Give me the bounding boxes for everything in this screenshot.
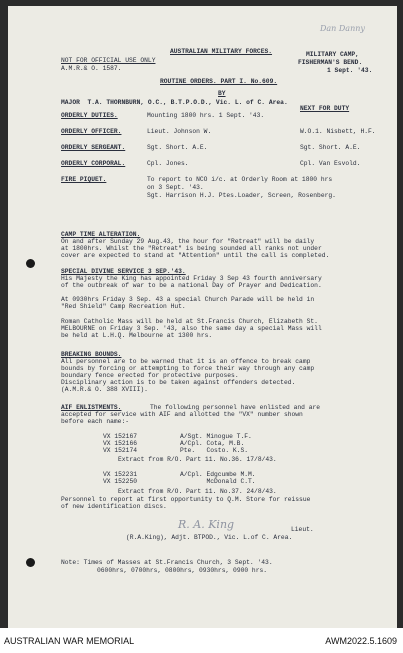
archive-reference: AWM2022.5.1609 (325, 636, 397, 646)
enlistee-name: McDonald C.T. (180, 478, 256, 485)
by-line: BY (218, 90, 226, 97)
official-use-line: NOT FOR OFFICIAL USE ONLY (61, 57, 156, 64)
next-for-duty-heading: NEXT FOR DUTY (300, 105, 350, 112)
extract-reference: Extract from R/O. Part 11. No.37. 24/8/43. (118, 488, 277, 495)
duty-current: Sgt. Short. A.E. (147, 144, 208, 151)
enlistee-name: A/Sgt. Minogue T.F. (180, 433, 252, 440)
duty-next: Sgt. Short. A.E. (300, 144, 361, 151)
duty-current: Lieut. Johnson W. (147, 128, 212, 135)
section-line: Disciplinary action is to be taken against offenders detected. (61, 379, 296, 386)
hq-line-1: MILITARY CAMP, (306, 51, 359, 58)
extract-reference: Extract from R/O. Part 11. No.36. 17/8/43. (118, 456, 277, 463)
enlistment-intro: before each name:- (61, 418, 130, 425)
section-line: bounds by forcing or attempting to force their way through any camp (61, 365, 315, 372)
section-line: All personnel are to be warned that it is an offence to break camp (61, 358, 311, 365)
document-heading: AUSTRALIAN MILITARY FORCES. (170, 48, 273, 55)
fire-piquet-line: To report to NCO i/c. at Orderly Room at 1800 hrs (147, 176, 333, 183)
duty-next: Cpl. Van Esvold. (300, 160, 361, 167)
vx-number: VX 152250 (103, 478, 138, 485)
section-line: of the outbreak of war to be a national Day of Prayer and Dedication. (61, 282, 322, 289)
hq-line-2: FISHERMAN'S BEND. (298, 59, 363, 66)
archive-name: AUSTRALIAN WAR MEMORIAL (4, 636, 135, 646)
pencil-note: Dan Danny (320, 24, 365, 33)
mass-times-note: Note: Times of Masses at St.Francis Church, 3 Sept. '43. (61, 559, 273, 566)
fire-piquet-line: Sgt. Harrison H.J. Ptes.Loader, Screen, Rosenberg. (147, 192, 336, 199)
duty-label: ORDERLY DUTIES. (61, 112, 118, 119)
section-line: His Majesty the King has appointed Friday 3 Sep 43 fourth anniversary (61, 275, 322, 282)
vx-number: VX 152231 (103, 471, 138, 478)
section-line: (A.M.R.& O. 388 XVIII). (61, 386, 148, 393)
section-line: at 1800hrs. Whilst the "Retreat" is being sounded all ranks not under (61, 245, 322, 252)
duty-next: W.O.1. Nisbett, H.F. (300, 128, 376, 135)
vx-number: VX 152167 (103, 433, 138, 440)
section-line: cover are expected to stand at "Attention" until the call is completed. (61, 252, 330, 259)
signatory-line: (R.A.King), Adjt. BTPOD., Vic. L.of C. Area. (126, 534, 293, 541)
fire-piquet-label: FIRE PIQUET. (61, 176, 107, 183)
archive-footer (0, 628, 403, 653)
fire-piquet-line: on 3 Sept. '43. (147, 184, 204, 191)
vx-number: VX 152166 (103, 440, 138, 447)
enlistment-closing: Personnel to report at first opportunity to Q.M. Store for reissue (61, 496, 311, 503)
issuing-officer: MAJOR T.A. THORNBURN, O.C., B.T.P.O.D., Vic. L. of C. Area. (61, 99, 288, 106)
section-line: be held at L.H.Q. Melbourne at 1300 hrs. (61, 332, 213, 339)
section-title: SPECIAL DIVINE SERVICE 3 SEP.'43. (61, 268, 186, 275)
section-line: On and after Sunday 29 Aug.43, the hour for "Retreat" will be daily (61, 238, 315, 245)
punch-hole-upper (26, 259, 35, 268)
punch-hole-lower (26, 558, 35, 567)
enlistee-name: A/Cpl. Edgcumbe M.M. (180, 471, 256, 478)
section-line: Roman Catholic Mass will be held at St.Francis Church, Elizabeth St. (61, 318, 318, 325)
enlistment-intro: accepted for service with AIF and allotted the "VX" number shown (61, 411, 303, 418)
duty-label: ORDERLY CORPORAL. (61, 160, 126, 167)
duty-label: ORDERLY SERGEANT. (61, 144, 126, 151)
routine-orders-title: ROUTINE ORDERS. PART I. No.609. (160, 78, 278, 85)
document-date: 1 Sept. '43. (327, 67, 373, 74)
enlistee-name: Pte. Costo. K.S. (180, 447, 249, 454)
enlistment-closing: of new identification discs. (61, 503, 167, 510)
amro-reference: A.M.R.& O. 1587. (61, 65, 122, 72)
mass-times-list: 0600hrs, 0700hrs, 0800hrs, 0930hrs, 0900 hrs. (97, 567, 268, 574)
document-page (8, 6, 397, 628)
handwritten-signature: R. A. King (178, 518, 235, 531)
section-line: "Red Shield" Camp Recreation Hut. (61, 303, 186, 310)
section-title: BREAKING BOUNDS. (61, 351, 122, 358)
enlistment-intro: The following personnel have enlisted and are (150, 404, 321, 411)
section-line: MELBOURNE on Friday 3 Sep. '43, also the same day a special Mass will (61, 325, 322, 332)
duty-current: Mounting 1800 hrs. 1 Sept. '43. (147, 112, 265, 119)
lieut-note: Lieut. (291, 526, 314, 533)
section-title: CAMP TIME ALTERATION. (61, 231, 141, 238)
section-line: boundary fence erected for protective purposes. (61, 372, 239, 379)
enlistment-title: AIF ENLISTMENTS. (61, 404, 122, 411)
enlistee-name: A/Cpl. Cota, M.B. (180, 440, 245, 447)
duty-current: Cpl. Jones. (147, 160, 189, 167)
vx-number: VX 152174 (103, 447, 138, 454)
duty-label: ORDERLY OFFICER. (61, 128, 122, 135)
section-line: At 0930hrs Friday 3 Sep. 43 a special Church Parade will be held in (61, 296, 315, 303)
